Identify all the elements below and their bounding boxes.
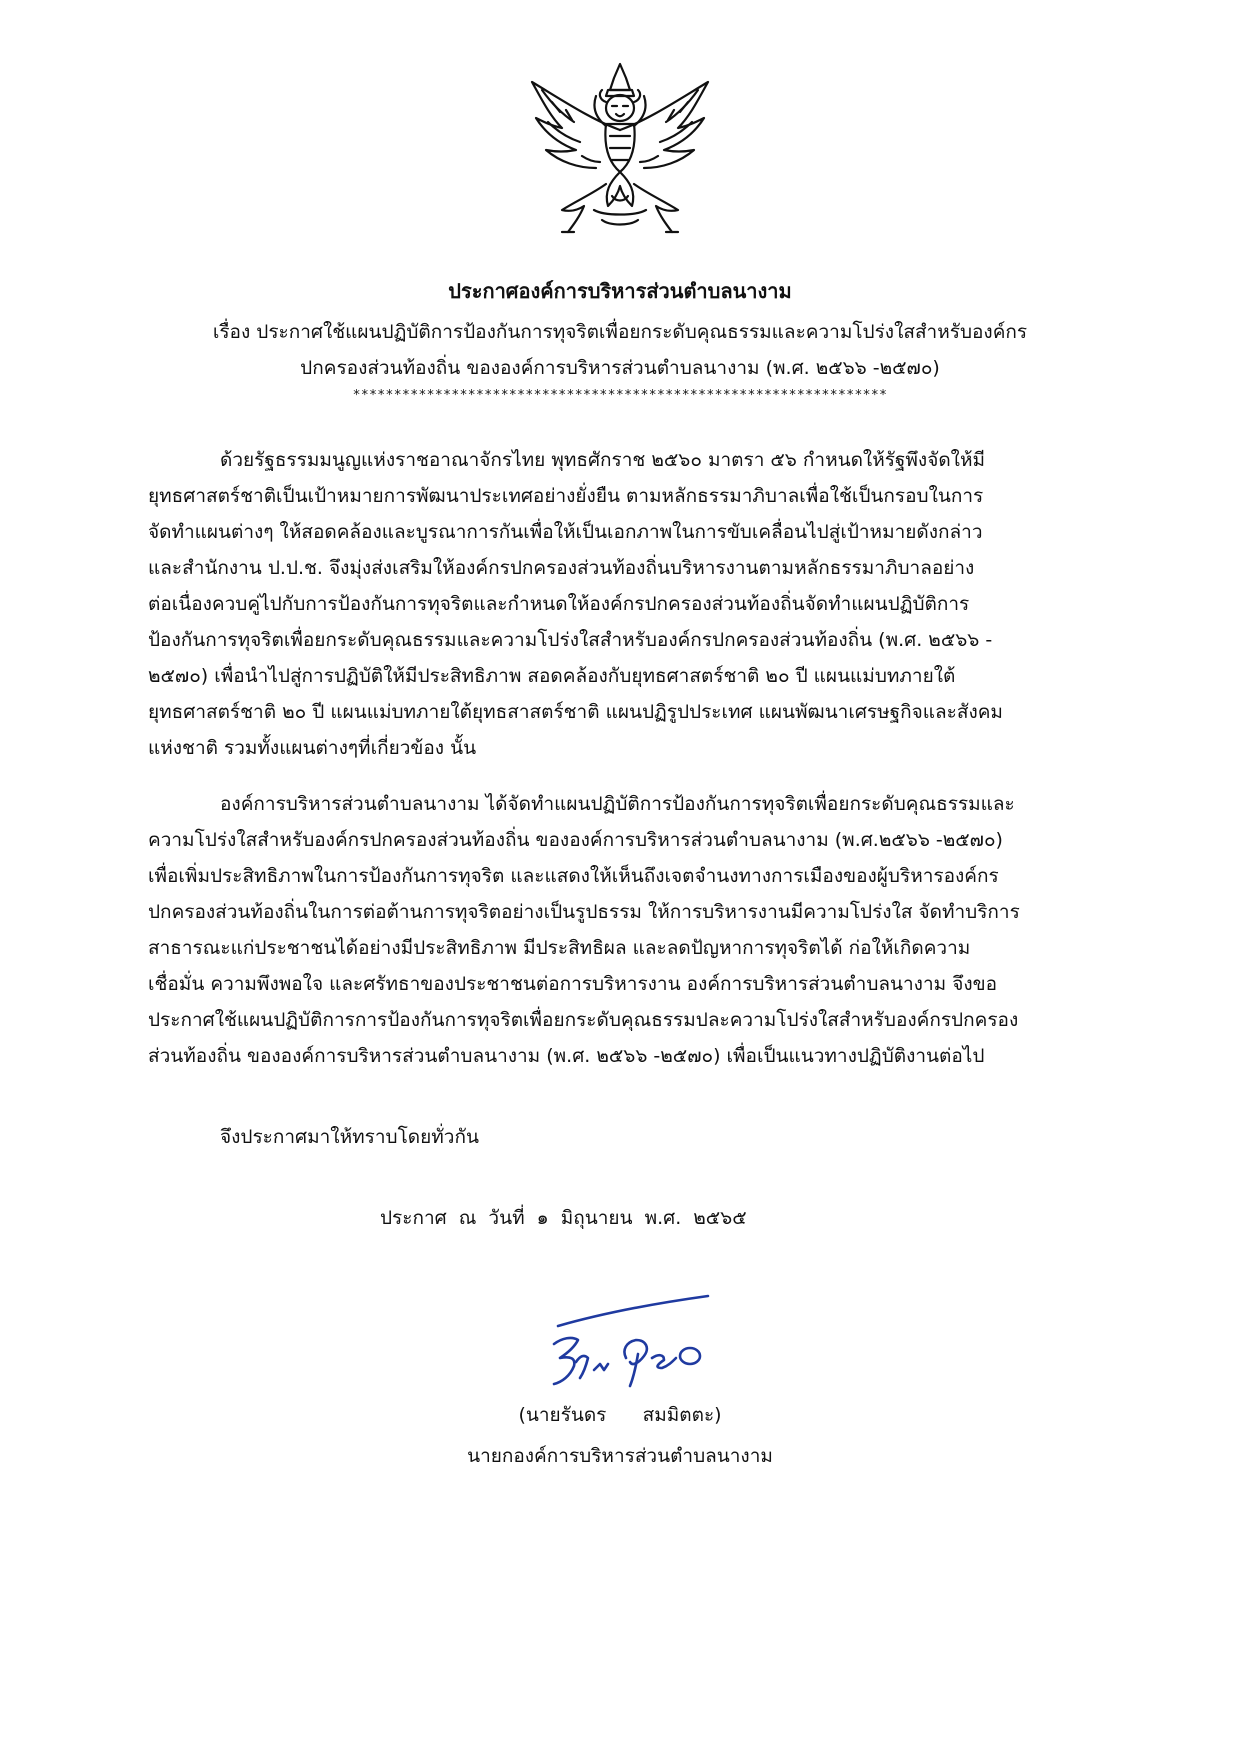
- body-paragraph-2: [148, 786, 1096, 1074]
- paragraph-line: สาธารณะแก่ประชาชนได้อย่างมีประสิทธิภาพ มีประสิทธิผล และลดปัญหาการทุจริตได้ ก่อให้เกิดความ: [148, 937, 971, 959]
- paragraph-line: และสำนักงาน ป.ป.ช. จึงมุ่งส่งเสริมให้องค์กรปกครองส่วนท้องถิ่นบริหารงานตามหลักธรรมาภิบาลอย่าง: [148, 557, 975, 579]
- paragraph-line: ยุทธศาสตร์ชาติเป็นเป้าหมายการพัฒนาประเทศอย่างยั่งยืน ตามหลักธรรมาภิบาลเพื่อใช้เป็นกรอบในการ: [148, 485, 984, 507]
- announcement-date: ประกาศ ณ วันที่ ๑ มิถุนายน พ.ศ. ๒๕๖๕: [380, 1207, 747, 1229]
- signatory-name: (นายรันดร สมมิตตะ): [518, 1404, 722, 1426]
- subject-line-1: เรื่อง ประกาศใช้แผนปฏิบัติการป้องกันการทุจริตเพื่อยกระดับคุณธรรมและความโปร่งใสสำหรับองค์กร: [212, 321, 1028, 343]
- signatory-position: นายกองค์การบริหารส่วนตำบลนางาม: [467, 1445, 773, 1467]
- paragraph-line: ประกาศใช้แผนปฏิบัติการการป้องกันการทุจริตเพื่อยกระดับคุณธรรมปละความโปร่งใสสำหรับองค์กรปกครอง: [148, 1009, 1019, 1031]
- paragraph-line: แห่งชาติ รวมทั้งแผนต่างๆที่เกี่ยวข้อง นั้น: [148, 737, 477, 759]
- paragraph-line: ความโปร่งใสสำหรับองค์กรปกครองส่วนท้องถิ่น ขององค์การบริหารส่วนตำบลนางาม (พ.ศ.๒๕๖๖ -๒๕๗๐): [148, 829, 1003, 851]
- paragraph-line: จัดทำแผนต่างๆ ให้สอดคล้องและบูรณาการกันเพื่อให้เป็นเอกภาพในการขับเคลื่อนไปสู่เป้าหมายดังกล่าว: [148, 521, 983, 543]
- paragraph-line: องค์การบริหารส่วนตำบลนางาม ได้จัดทำแผนปฏิบัติการป้องกันการทุจริตเพื่อยกระดับคุณธรรมและ: [220, 793, 1015, 815]
- body-paragraph-1: [148, 442, 1096, 766]
- paragraph-line: เพื่อเพิ่มประสิทธิภาพในการป้องกันการทุจริต และแสดงให้เห็นถึงเจตจำนงทางการเมืองของผู้บริหารองค์กร: [148, 865, 999, 887]
- paragraph-line: ปกครองส่วนท้องถิ่นในการต่อต้านการทุจริตอย่างเป็นรูปธรรม ให้การบริหารงานมีความโปร่งใส จัดทำบริการ: [148, 901, 1020, 923]
- separator-line: *****************************************************************: [352, 388, 888, 403]
- garuda-emblem-icon: [522, 60, 718, 246]
- paragraph-line: ยุทธศาสตร์ชาติ ๒๐ ปี แผนแม่บทภายใต้ยุทธสาสตร์ชาติ แผนปฏิรูปประเทศ แผนพัฒนาเศรษฐกิจและสังคม: [148, 701, 1003, 723]
- paragraph-line: ป้องกันการทุจริตเพื่อยกระดับคุณธรรมและความโปร่งใสสำหรับองค์กรปกครองส่วนท้องถิ่น (พ.ศ. ๒๕๖๖ -: [148, 629, 993, 651]
- paragraph-line: ต่อเนื่องควบคู่ไปกับการป้องกันการทุจริตและกำหนดให้องค์กรปกครองส่วนท้องถิ่นจัดทำแผนปฏิบัติการ: [148, 593, 970, 615]
- subject-line-2: ปกครองส่วนท้องถิ่น ขององค์การบริหารส่วนตำบลนางาม (พ.ศ. ๒๕๖๖ -๒๕๗๐): [300, 357, 940, 379]
- paragraph-line: ด้วยรัฐธรรมมนูญแห่งราชอาณาจักรไทย พุทธศักราช ๒๕๖๐ มาตรา ๕๖ กำหนดให้รัฐพึงจัดให้มี: [220, 449, 986, 471]
- signature-icon: [540, 1292, 722, 1390]
- paragraph-line: ๒๕๗๐) เพื่อนำไปสู่การปฏิบัติให้มีประสิทธิภาพ สอดคล้องกับยุทธศาสตร์ชาติ ๒๐ ปี แผนแม่บทภายใต้: [148, 665, 956, 687]
- announcement-title: ประกาศองค์การบริหารส่วนตำบลนางาม: [448, 279, 792, 303]
- paragraph-line: ส่วนท้องถิ่น ขององค์การบริหารส่วนตำบลนางาม (พ.ศ. ๒๕๖๖ -๒๕๗๐) เพื่อเป็นแนวทางปฏิบัติงานต่อไป: [148, 1045, 985, 1067]
- closing-statement: จึงประกาศมาให้ทราบโดยทั่วกัน: [220, 1126, 479, 1148]
- paragraph-line: เชื่อมั่น ความพึงพอใจ และศรัทธาของประชาชนต่อการบริหารงาน องค์การบริหารส่วนตำบลนางาม จึงขอ: [148, 973, 998, 995]
